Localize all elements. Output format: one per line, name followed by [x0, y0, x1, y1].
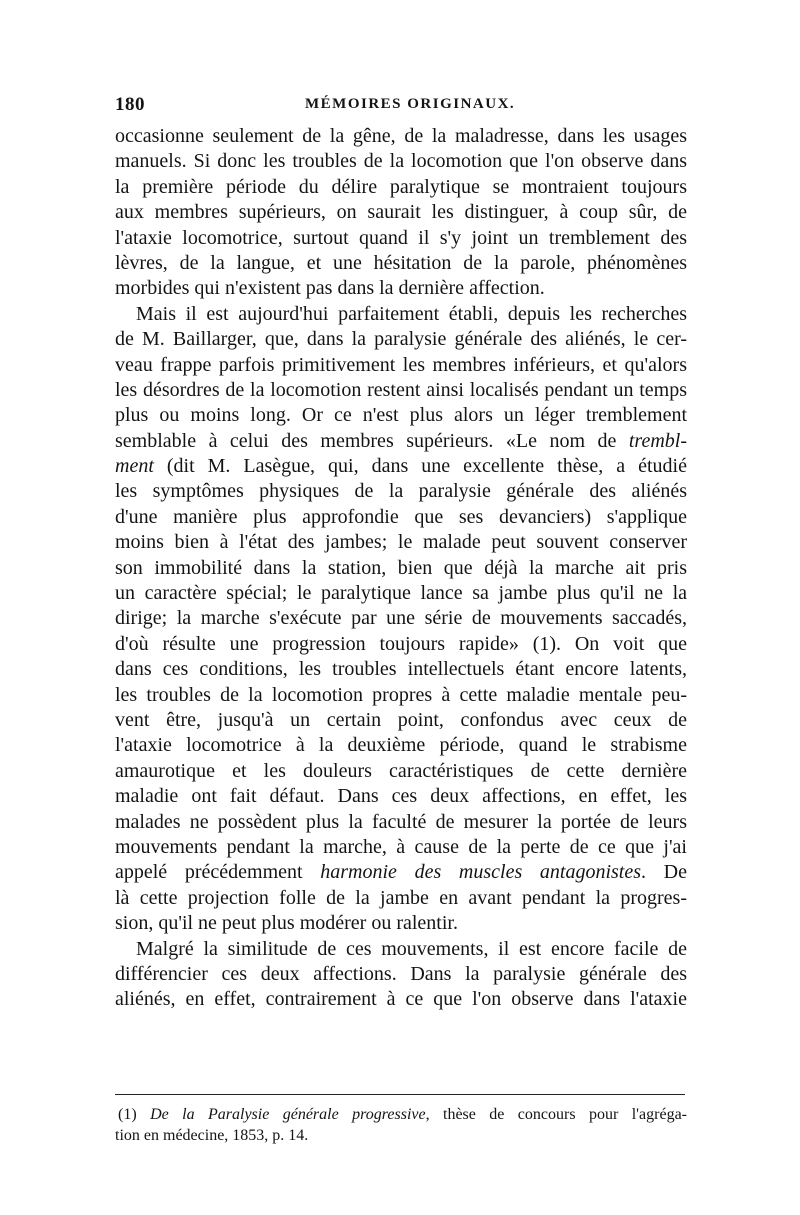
- text-line: amaurotique et les douleurs caractéristiques de cette dernière: [115, 759, 687, 782]
- text-line: l'ataxie locomotrice à la deuxième période, quand le strabisme: [115, 734, 687, 757]
- footnotes: [115, 1104, 687, 1146]
- text-line: morbides qui n'existent pas dans la dernière affection.: [115, 277, 545, 300]
- body-text: [115, 124, 687, 1013]
- text-line: moins bien à l'état des jambes; le malade peut souvent conserver: [115, 531, 687, 554]
- text-line: aliénés, en effet, contrairement à ce que l'on observe dans l'ataxie: [115, 988, 687, 1011]
- text-line: maladie ont fait défaut. Dans ces deux affections, en effet, les: [115, 785, 687, 808]
- text-line: son immobilité dans la station, bien que déjà la marche ait pris: [115, 556, 687, 579]
- text-line: mouvements pendant la marche, à cause de la perte de ce que j'ai: [115, 835, 687, 858]
- text-line: les troubles de la locomotion propres à cette maladie mentale peu-: [115, 683, 687, 706]
- text-line: lèvres, de la langue, et une hésitation de la parole, phénomènes: [115, 251, 687, 274]
- text-line: veau frappe parfois primitivement les membres inférieurs, et qu'alors: [115, 353, 687, 376]
- footnote-line: tion en médecine, 1853, p. 14.: [115, 1127, 309, 1144]
- footnote-line: (1) De la Paralysie générale progressive, thèse de concours pour l'agréga-: [118, 1106, 687, 1123]
- text-line: dans ces conditions, les troubles intellectuels étant encore latents,: [115, 658, 687, 681]
- text-line: d'une manière plus approfondie que ses devanciers) s'applique: [115, 505, 687, 528]
- text-line: ment (dit M. Lasègue, qui, dans une excellente thèse, a étudié: [115, 455, 687, 478]
- page-number: 180: [115, 94, 145, 115]
- text-line: de M. Baillarger, que, dans la paralysie générale des aliénés, le cer-: [115, 328, 687, 351]
- text-line: d'où résulte une progression toujours rapide» (1). On voit que: [115, 632, 687, 655]
- text-line: les désordres de la locomotion restent ainsi localisés pendant un temps: [115, 378, 687, 401]
- running-title: MÉMOIRES ORIGINAUX.: [305, 96, 516, 112]
- text-line: Malgré la similitude de ces mouvements, il est encore facile de: [136, 937, 687, 960]
- text-line: appelé précédemment harmonie des muscles antagonistes. De: [115, 861, 688, 884]
- footnote-divider: [115, 1094, 685, 1095]
- text-line: Mais il est aujourd'hui parfaitement établi, depuis les recherches: [136, 302, 687, 325]
- text-line: occasionne seulement de la gêne, de la maladresse, dans les usages: [115, 125, 687, 147]
- text-line: différencier ces deux affections. Dans la paralysie générale des: [115, 962, 687, 985]
- text-line: dirige; la marche s'exécute par une série de mouvements saccadés,: [115, 607, 687, 630]
- page-header: [115, 94, 687, 122]
- text-line: là cette projection folle de la jambe en avant pendant la progres-: [115, 886, 687, 909]
- text-line: les symptômes physiques de la paralysie générale des aliénés: [115, 480, 687, 503]
- text-line: semblable à celui des membres supérieurs. «Le nom de trembl-: [115, 429, 687, 452]
- text-line: l'ataxie locomotrice, surtout quand il s'y joint un tremblement des: [115, 226, 687, 249]
- text-line: malades ne possèdent plus la faculté de mesurer la portée de leurs: [115, 810, 687, 833]
- text-line: manuels. Si donc les troubles de la locomotion que l'on observe dans: [115, 150, 687, 173]
- text-line: sion, qu'il ne peut plus modérer ou ralentir.: [115, 912, 458, 935]
- text-line: un caractère spécial; le paralytique lance sa jambe plus qu'il ne la: [115, 582, 687, 605]
- text-line: la première période du délire paralytique se montraient toujours: [115, 175, 687, 198]
- text-line: plus ou moins long. Or ce n'est plus alors un léger tremblement: [115, 404, 687, 427]
- text-line: vent être, jusqu'à un certain point, confondus avec ceux de: [115, 708, 687, 731]
- text-line: aux membres supérieurs, on saurait les distinguer, à coup sûr, de: [115, 201, 687, 224]
